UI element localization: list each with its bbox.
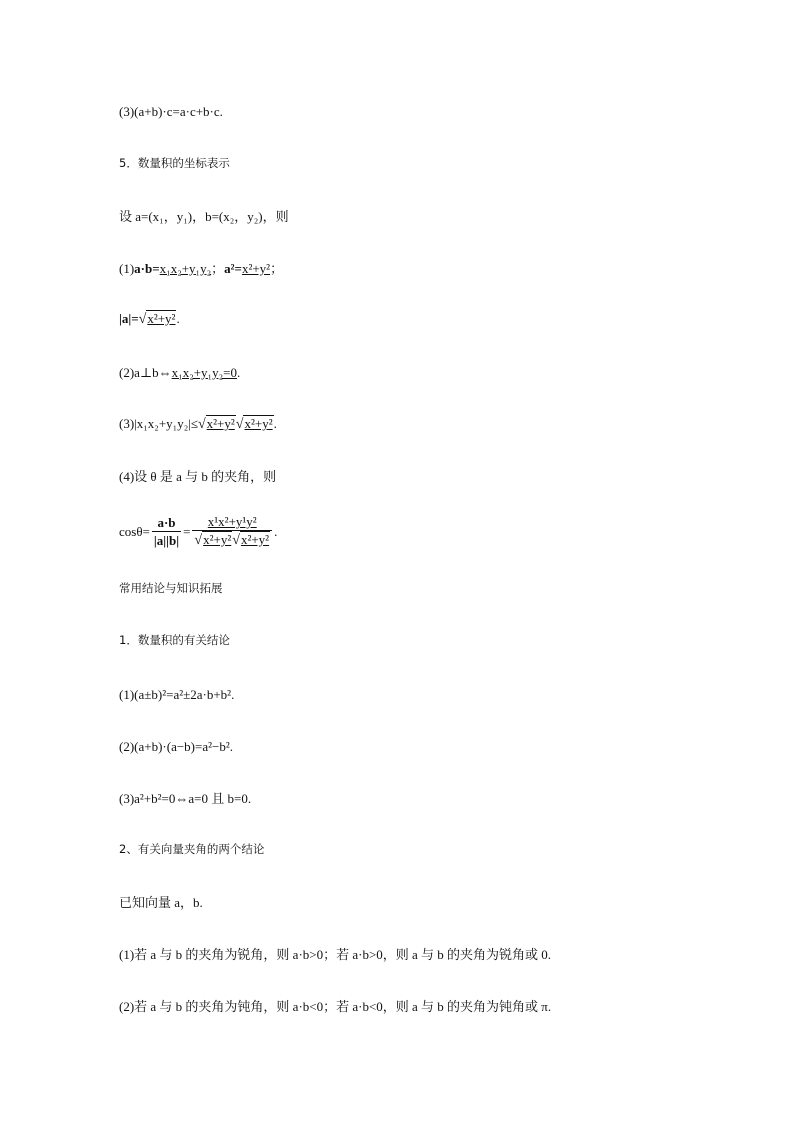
obtuse-angle-rule: (2)若 a 与 b 的夹角为钝角，则 a·b<0；若 a·b<0，则 a 与 b 的夹角为钝角或 π. <box>119 999 552 1014</box>
cosine-formula <box>119 515 277 548</box>
cos-numerator-1: a·b <box>157 515 176 530</box>
inequality-line <box>119 417 277 432</box>
cos-equals: = <box>183 524 191 539</box>
item1-separator: ； <box>211 261 225 276</box>
cos-end: . <box>274 524 278 539</box>
cos-den-root-1: x²+y² <box>203 532 232 547</box>
cos-fraction-2 <box>192 515 272 548</box>
ineq-prefix: (3)|x₁x₂+y₁y₂|≤ <box>119 416 198 431</box>
conclusion-2: (2)(a+b)·(a−b)=a²−b². <box>119 739 233 754</box>
cos-denominator-2 <box>192 530 272 548</box>
square-lhs: a²= <box>224 261 242 276</box>
cos-den-root-2: x²+y² <box>240 532 270 547</box>
dot-product-answer: x₁x₂+y₁y₂ <box>159 261 212 276</box>
magnitude-answer: x²+y² <box>147 311 176 326</box>
common-conclusions-heading: 常用结论与知识拓展 <box>119 581 223 595</box>
perpendicular-line <box>119 366 240 379</box>
angle-definition-line: (4)设 θ 是 a 与 b 的夹角，则 <box>119 469 277 484</box>
magnitude-line <box>119 312 180 327</box>
conclusion-3: (3)a²+b²=0⇔a=0 且 b=0. <box>119 791 252 806</box>
distributive-law-line: (3)(a+b)·c=a·c+b·c. <box>119 104 223 119</box>
dot-product-line <box>119 262 283 275</box>
item1-end: ； <box>270 261 284 276</box>
ineq-root-1: x²+y² <box>206 416 235 431</box>
conclusion-1: (1)(a±b)²=a²±2a·b+b². <box>119 687 235 702</box>
square-answer: x²+y² <box>241 261 271 276</box>
cos-denominator-1: |a||b| <box>153 533 180 548</box>
known-vectors-line: 已知向量 a，b. <box>119 895 203 910</box>
item1-prefix: (1) <box>119 261 135 276</box>
sqrt-expression: √x²+y² <box>194 532 232 548</box>
sqrt-expression: √x²+y² <box>235 416 273 432</box>
perp-prefix: (2)a⊥b⇔ <box>119 365 172 380</box>
vector-setup-line: 设 a=(x₁，y₁)，b=(x₂，y₂)，则 <box>119 209 289 224</box>
ineq-root-2: x²+y² <box>244 416 273 431</box>
cos-lhs: cosθ= <box>119 524 150 539</box>
sqrt-expression: √x²+y² <box>138 311 176 327</box>
subsection-2-heading: 2、有关向量夹角的两个结论 <box>119 842 265 856</box>
subsection-1-heading: 1．数量积的有关结论 <box>119 633 230 647</box>
ineq-end: . <box>273 416 277 431</box>
cos-fraction-1 <box>152 516 181 547</box>
sqrt-expression: √x²+y² <box>232 532 270 548</box>
acute-angle-rule: (1)若 a 与 b 的夹角为锐角，则 a·b>0；若 a·b>0，则 a 与 b 的夹角为锐角或 0. <box>119 947 552 962</box>
section-5-heading: 5．数量积的坐标表示 <box>119 156 230 170</box>
magnitude-end: . <box>176 311 180 326</box>
perp-end: . <box>236 365 241 380</box>
sqrt-expression: √x²+y² <box>197 416 235 432</box>
cos-numerator-2: x¹x²+y¹y² <box>207 514 257 529</box>
perp-answer: x₁x₂+y₁y₂=0 <box>171 365 237 380</box>
dot-product-lhs: a·b= <box>134 261 160 276</box>
magnitude-lhs: |a|= <box>119 311 139 326</box>
